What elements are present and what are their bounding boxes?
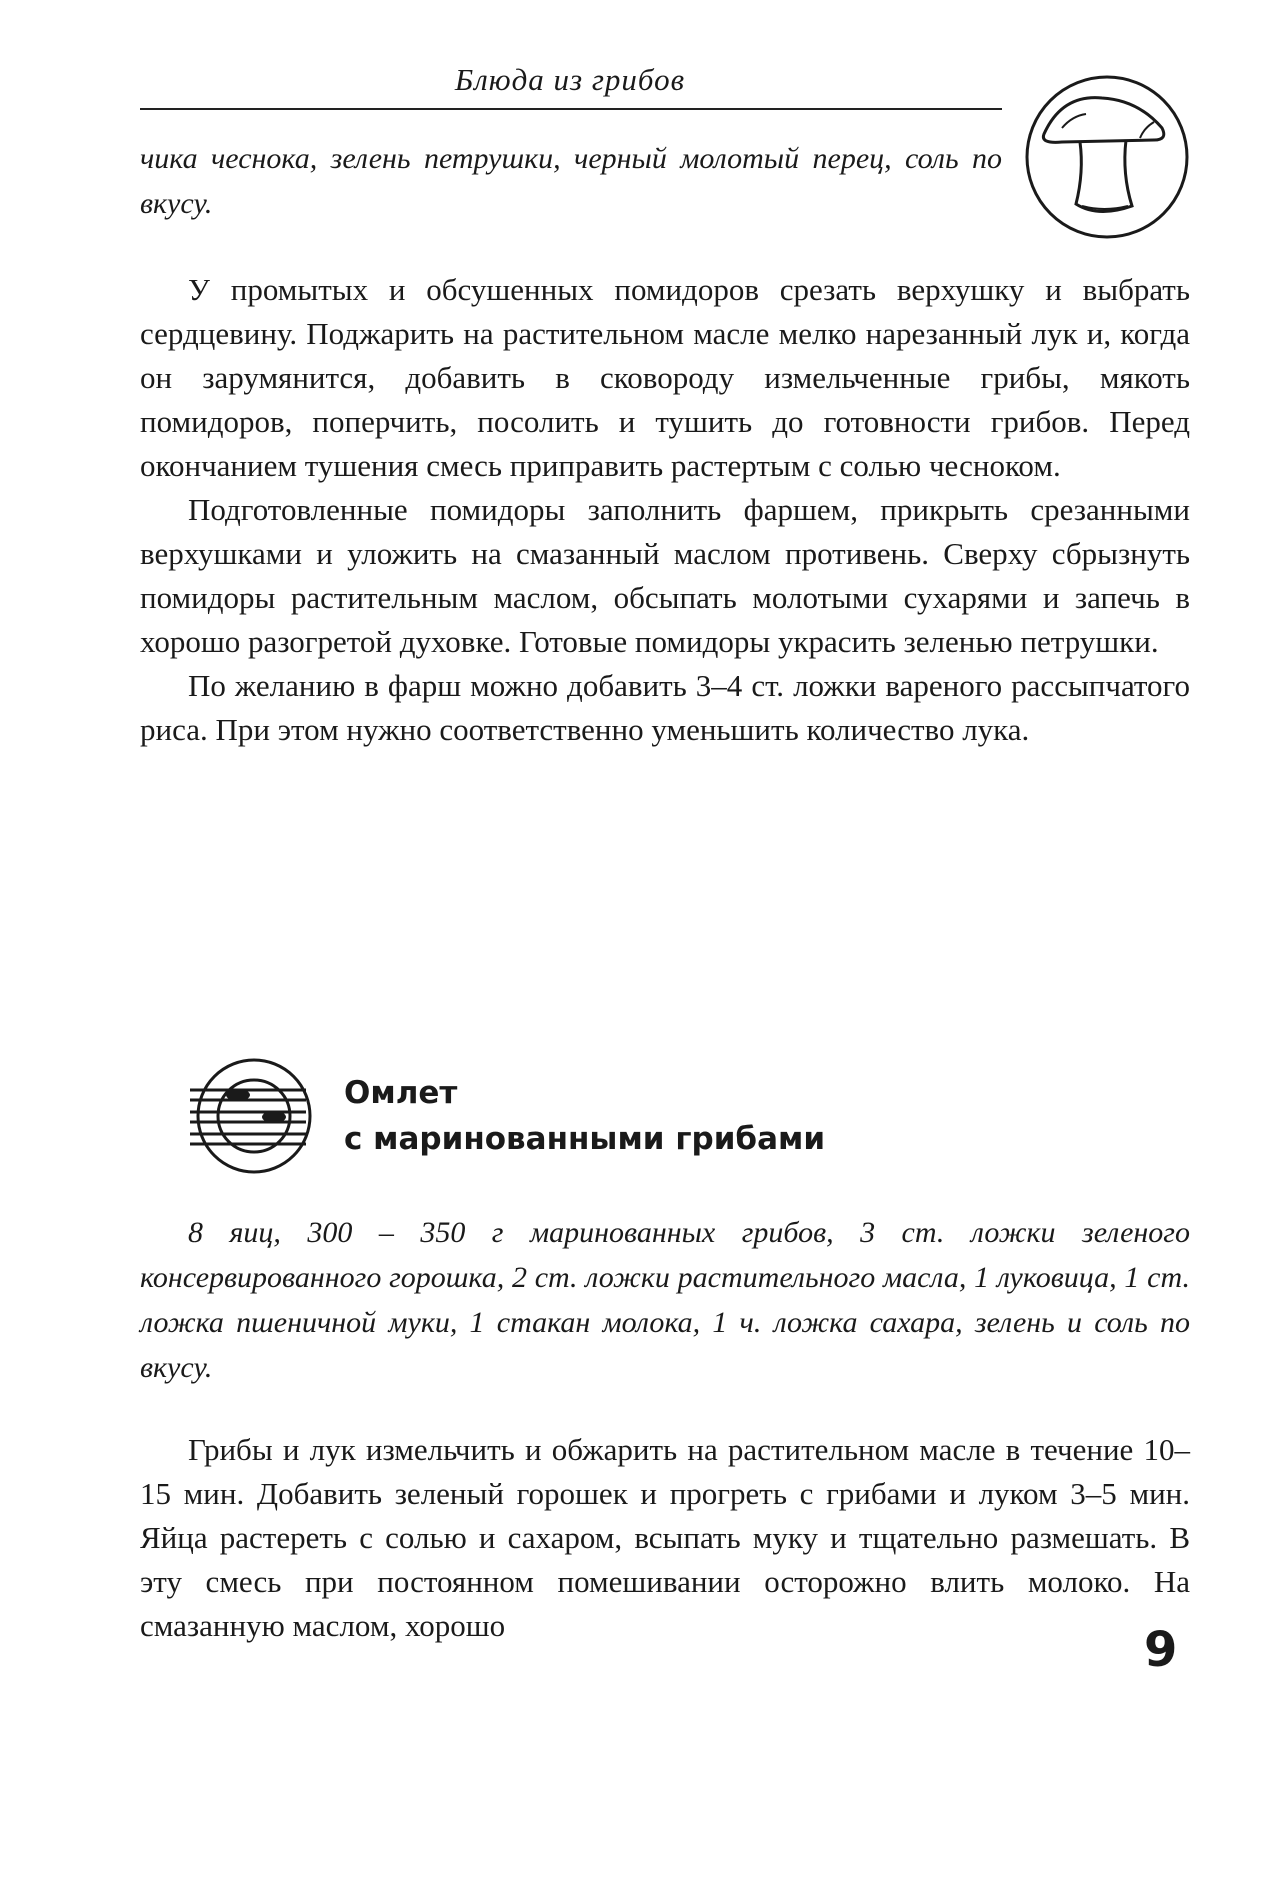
recipe-title [344, 1070, 825, 1162]
running-header: Блюда из грибов [454, 62, 686, 97]
page-number: 9 [1144, 1622, 1178, 1678]
instruction-paragraph: Подготовленные помидоры заполнить фаршем, прикрыть срезанными верхушками и уложить на смазанный маслом противень. Сверху сбрызнуть помидоры растительным маслом, обсыпать молотыми сухарями и запечь в хорошо разогретой духовке. Готовые помидоры украсить зеленью петрушки. [140, 492, 1190, 659]
instruction-paragraph: По желанию в фарш можно добавить 3–4 ст. ложки вареного рассыпчатого риса. При этом нужно соответственно уменьшить количество лука. [140, 668, 1190, 747]
mushroom-icon [1022, 72, 1192, 242]
previous-recipe-instructions [140, 268, 1190, 752]
ingredients-paragraph: 8 яиц, 300 – 350 г маринованных грибов, 3 ст. ложки зеленого консервированного горошка, 2 ст. ложки растительного масла, 1 луковица, 1 ст. ложка пшеничной муки, 1 стакан молока, 1 ч. ложка сахара, зелень и соль по вкусу. [140, 1216, 1190, 1384]
recipe-ingredients [140, 1210, 1190, 1390]
header-rule [140, 108, 1002, 110]
plate-cutlery-icon [188, 1054, 312, 1178]
instruction-paragraph: Грибы и лук измельчить и обжарить на растительном масле в течение 10–15 мин. Добавить зеленый горошек и прогреть с грибами и луком 3–5 мин. Яйца растереть с солью и сахаром, всыпать муку и тщательно размешать. В эту смесь при постоянном помешивании осторожно влить молоко. На смазанную маслом, хорошо [140, 1432, 1190, 1643]
recipe-title-line: Омлет [344, 1075, 458, 1111]
previous-recipe-ingredients: чика чеснока, зелень петрушки, черный молотый перец, соль по вкусу. [140, 142, 1002, 220]
instruction-paragraph: У промытых и обсушенных помидоров срезать верхушку и выбрать сердцевину. Поджарить на растительном масле мелко нарезанный лук и, когда он зарумянится, добавить в сковороду измельченные грибы, мякоть помидоров, поперчить, посолить и тушить до готовности грибов. Перед окончанием тушения смесь приправить растертым с солью чесноком. [140, 272, 1190, 483]
recipe-instructions [140, 1428, 1190, 1648]
recipe-title-line: с маринованными грибами [344, 1121, 826, 1157]
